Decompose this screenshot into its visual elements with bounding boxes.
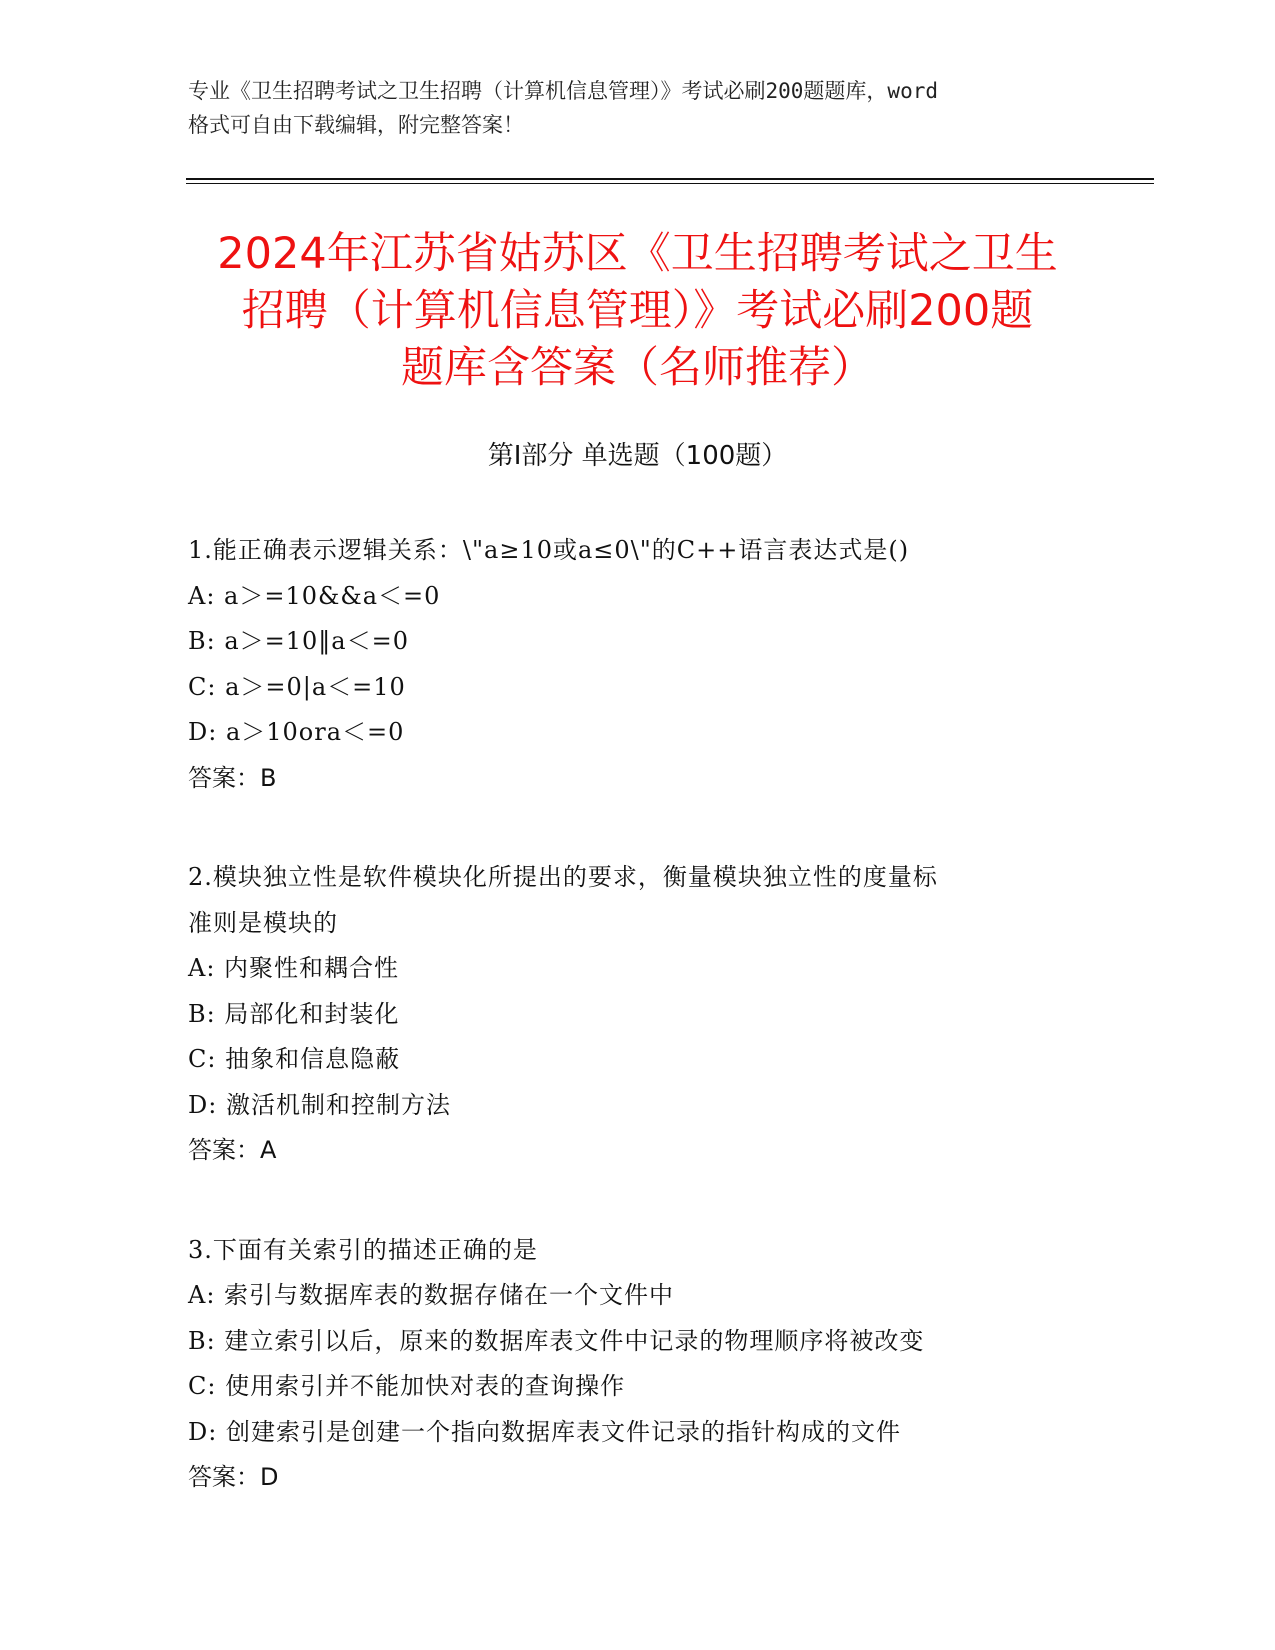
option-d: D: 激活机制和控制方法 [188,1090,451,1119]
header-divider-thick [186,178,1154,180]
question-stem-line-2: 准则是模块的 [188,908,338,937]
document-title [160,226,1115,397]
question-1 [188,528,1088,801]
question-2 [188,855,1088,1174]
option-b: B: a＞=10‖a＜=0 [188,627,409,655]
header-note-line-2: 格式可自由下载编辑，附完整答案！ [188,113,524,137]
header-note-line-1: 专业《卫生招聘考试之卫生招聘（计算机信息管理）》考试必刷200题题库，word [188,79,938,103]
option-c: C: 使用索引并不能加快对表的查询操作 [188,1372,626,1400]
question-3 [188,1228,1088,1501]
answer: 答案：D [188,1463,279,1491]
answer: 答案：A [188,1136,277,1164]
question-stem: 3.下面有关索引的描述正确的是 [188,1235,538,1264]
option-d: D: a＞10ora＜=0 [188,718,405,746]
question-stem-line-1: 2.模块独立性是软件模块化所提出的要求，衡量模块独立性的度量标 [188,863,938,891]
option-a: A: 内聚性和耦合性 [188,954,400,982]
option-d: D: 创建索引是创建一个指向数据库表文件记录的指针构成的文件 [188,1417,901,1446]
option-a: A: 索引与数据库表的数据存储在一个文件中 [188,1281,675,1309]
question-list [188,528,1088,1555]
option-b: B: 建立索引以后，原来的数据库表文件中记录的物理顺序将被改变 [188,1326,925,1355]
option-c: C: 抽象和信息隐蔽 [188,1045,401,1073]
header-divider-thin [186,183,1154,184]
answer: 答案：B [188,763,277,792]
section-title: 第Ⅰ部分 单选题（100题） [487,441,788,471]
document-title-line-2: 招聘（计算机信息管理）》考试必刷200题 [241,286,1034,336]
option-a: A: a＞=10&&a＜=0 [188,581,441,610]
question-stem: 1.能正确表示逻辑关系：\"a≥10或a≤0\"的C++语言表达式是() [188,536,910,564]
header-note [188,74,1088,142]
document-title-line-3: 题库含答案（名师推荐） [401,343,874,393]
option-b: B: 局部化和封装化 [188,999,400,1028]
option-c: C: a＞=0|a＜=10 [188,672,406,701]
document-title-line-1: 2024年江苏省姑苏区《卫生招聘考试之卫生 [217,229,1058,279]
